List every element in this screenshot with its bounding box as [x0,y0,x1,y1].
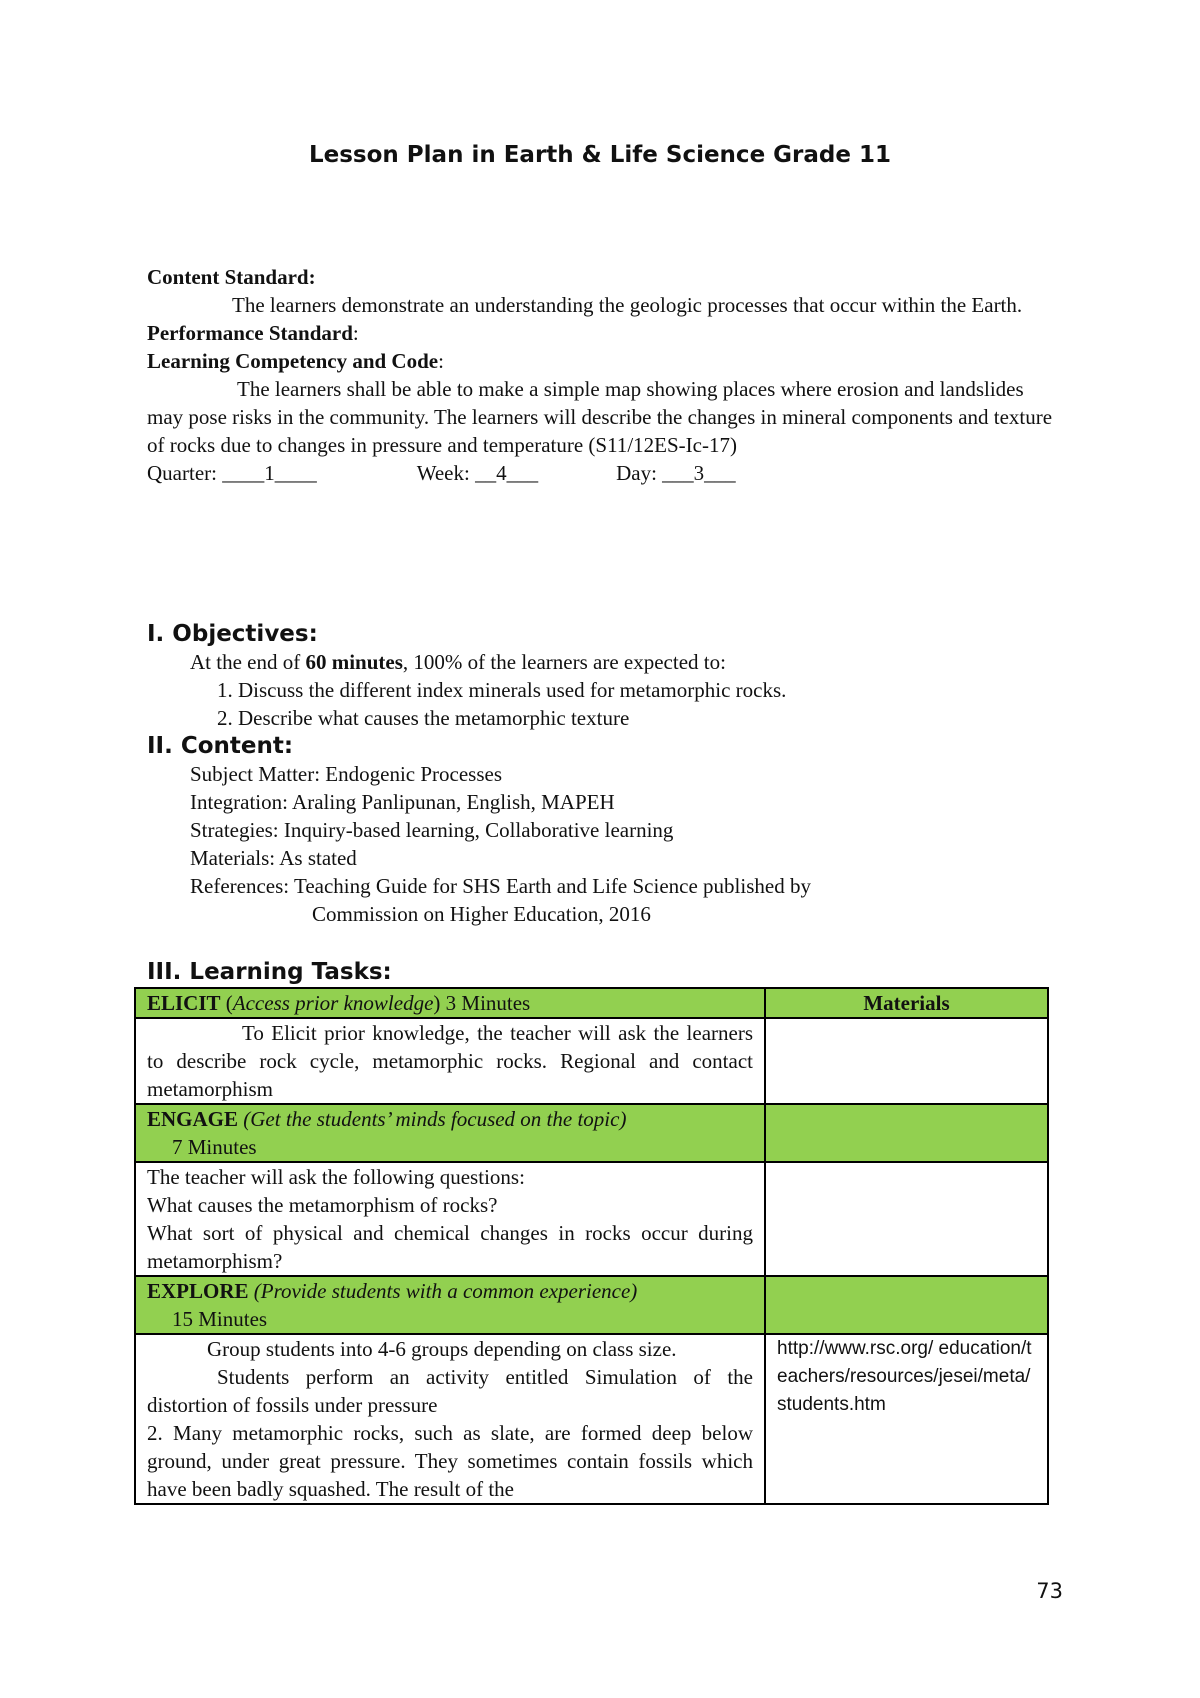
materials-cell [765,1104,1048,1162]
objectives-intro-post: , 100% of the learners are expected to: [402,650,726,674]
table-row [135,1162,1048,1276]
standards-section [147,263,1062,487]
objectives-duration: 60 minutes [305,650,403,674]
learning-tasks-table [134,987,1049,1505]
elicit-header-cell [135,988,765,1018]
table-row [135,1334,1048,1504]
day-value: ___3___ [662,461,736,485]
content-heading: II. Content: [147,733,294,759]
performance-standard-colon: : [352,321,359,345]
learning-competency-colon: : [438,349,444,373]
explore-paragraph: 2. Many metamorphic rocks, such as slate, are formed deep below ground, under great pressure. They sometimes contain fossils which have been badly squashed. The result of the [147,1421,753,1501]
elicit-time: ) 3 Minutes [433,991,531,1015]
quarter-label: Quarter: [147,461,223,485]
subject-matter: Subject Matter: Endogenic Processes [190,762,503,786]
engage-question: What sort of physical and chemical changes in rocks occur during metamorphism? [147,1221,753,1273]
explore-header-cell [135,1276,765,1334]
objectives-intro [147,648,1062,676]
explore-label: EXPLORE [147,1279,249,1303]
objectives-intro-pre: At the end of [190,650,306,674]
table-row [135,1276,1048,1334]
page-number: 73 [1036,1579,1063,1603]
explore-subtitle: (Provide students with a common experience) [248,1279,638,1303]
explore-paragraph: Students perform an activity entitled Simulation of the distortion of fossils under pressure [147,1365,753,1417]
learning-competency-text: The learners shall be able to make a simple map showing places where erosion and landslides may pose risks in the community. The learners will describe the changes in mineral components and texture of rocks due to changes in pressure and temperature (S11/12ES-Ic-17) [147,377,1053,457]
table-row [135,1018,1048,1104]
engage-time: 7 Minutes [172,1135,257,1159]
elicit-open: ( [220,991,233,1015]
engage-text-cell [135,1162,765,1276]
materials-cell [765,1162,1048,1276]
objectives-section [147,620,1062,928]
quarter-value: ____1____ [222,461,317,485]
materials-cell [765,1018,1048,1104]
references-continued: Commission on Higher Education, 2016 [312,902,651,926]
content-standard-text: The learners demonstrate an understanding the geologic processes that occur within the Earth. [232,293,1023,317]
table-row [135,1104,1048,1162]
page-title: Lesson Plan in Earth & Life Science Grade 11 [308,142,891,168]
day-label: Day: [616,461,663,485]
elicit-subtitle: Access prior knowledge [232,991,434,1015]
engage-question-intro: The teacher will ask the following questions: [147,1165,525,1189]
week-value: __4___ [475,461,539,485]
materials-header: Materials [765,988,1048,1018]
materials-cell [765,1276,1048,1334]
learning-competency-label: Learning Competency and Code [147,349,439,373]
objectives-heading: I. Objectives: [147,621,318,647]
engage-subtitle: (Get the students’ minds focused on the topic) [238,1107,627,1131]
schedule-line [147,459,1062,487]
engage-header-cell [135,1104,765,1162]
elicit-text-cell [135,1018,765,1104]
week-label: Week: [416,461,476,485]
references: References: Teaching Guide for SHS Earth and Life Science published by [190,874,811,898]
materials: Materials: As stated [190,846,357,870]
learning-tasks-heading: III. Learning Tasks: [147,959,392,985]
explore-text-cell [135,1334,765,1504]
explore-link[interactable]: http://www.rsc.org/ education/teachers/resources/jesei/meta/students.htm [765,1334,1048,1504]
performance-standard-label: Performance Standard [147,321,353,345]
objective-item: 1. Discuss the different index minerals used for metamorphic rocks. [217,678,787,702]
explore-paragraph: Group students into 4-6 groups depending on class size. [207,1337,677,1361]
learning-competency [147,347,1062,375]
objective-item: 2. Describe what causes the metamorphic texture [217,706,630,730]
content-standard-label: Content Standard: [147,265,316,289]
elicit-label: ELICIT [147,991,221,1015]
engage-question: What causes the metamorphism of rocks? [147,1193,498,1217]
integration: Integration: Araling Panlipunan, English, MAPEH [190,790,615,814]
explore-time: 15 Minutes [172,1307,268,1331]
table-row [135,988,1048,1018]
performance-standard [147,319,1062,347]
engage-label: ENGAGE [147,1107,239,1131]
elicit-text: To Elicit prior knowledge, the teacher will ask the learners to describe rock cycle, metamorphic rocks. Regional and contact metamorphism [147,1021,753,1101]
strategies: Strategies: Inquiry-based learning, Collaborative learning [190,818,674,842]
